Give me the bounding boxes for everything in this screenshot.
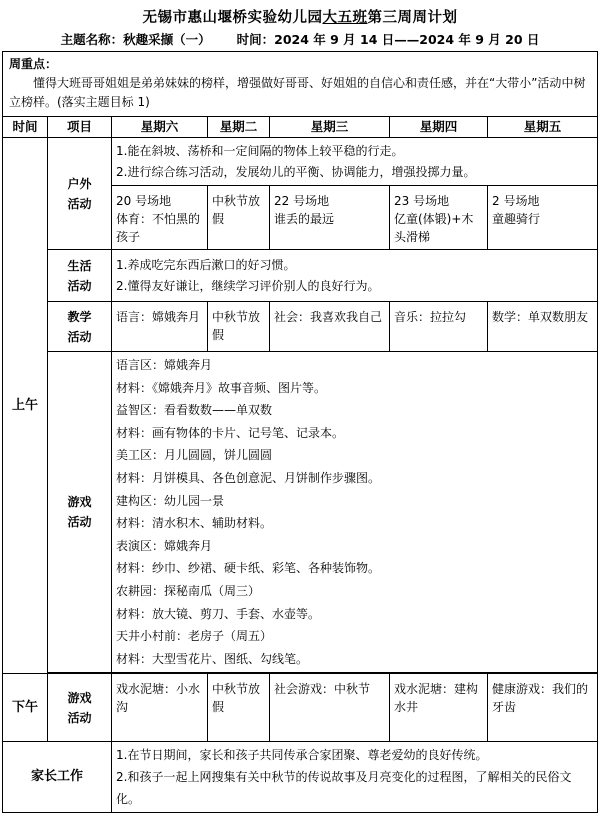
col-saturday: 星期六 — [112, 117, 208, 138]
teaching-tuesday: 中秋节放假 — [208, 302, 270, 352]
outdoor-tuesday: 中秋节放假 — [208, 186, 270, 250]
parents-row — [3, 742, 598, 813]
col-wednesday: 星期三 — [270, 117, 390, 138]
life-goals — [112, 250, 598, 302]
games-line: 天井小村前：老房子（周五） — [116, 629, 273, 644]
games-line: 益智区：看看数数——单双数 — [116, 403, 273, 418]
afternoon-games-label: 游戏 活动 — [48, 674, 112, 742]
outdoor-thursday: 23 号场地 亿童(体锻)+木头滑梯 — [390, 186, 488, 250]
title-week: 第三周周计划 — [367, 10, 458, 26]
plan-title — [0, 6, 600, 27]
time-value: 2024 年 9 月 14 日——2024 年 9 月 20 日 — [274, 32, 540, 47]
games-line: 材料：大型雪花片、图纸、勾线笔。 — [116, 651, 309, 666]
plan-subtitle — [0, 30, 600, 48]
afternoon-thursday: 戏水泥塘：建构水井 — [390, 674, 488, 742]
games-line: 材料：月饼模具、各色创意泥、月饼制作步骤图。 — [116, 470, 381, 485]
focus-row — [3, 52, 598, 117]
afternoon-saturday: 戏水泥塘：小水沟 — [112, 674, 208, 742]
focus-text: 懂得大班哥哥姐姐是弟弟妹妹的榜样，增强做好哥哥、好姐姐的自信心和责任感，并在“大带小”活动中树立榜样。(落实主题目标 1) — [9, 76, 586, 109]
parents-line: 2.和孩子一起上网搜集有关中秋节的传说故事及月亮变化的过程图，了解相关的民俗文化。 — [116, 770, 572, 807]
outdoor-friday: 2 号场地 童趣骑行 — [488, 186, 598, 250]
teaching-wednesday: 社会：我喜欢我自己 — [270, 302, 390, 352]
col-time: 时间 — [3, 117, 48, 138]
games-line: 建构区：幼儿园一景 — [116, 493, 225, 508]
title-class: 大五班 — [322, 10, 368, 26]
games-label: 游戏 活动 — [48, 352, 112, 673]
games-row — [3, 352, 598, 673]
teaching-friday: 数学：单双数朋友 — [488, 302, 598, 352]
afternoon-label: 下午 — [3, 674, 48, 742]
afternoon-row — [3, 674, 598, 742]
teaching-saturday: 语言：嫦娥奔月 — [112, 302, 208, 352]
parents-label: 家长工作 — [3, 742, 112, 813]
col-item: 项目 — [48, 117, 112, 138]
outdoor-goal: 2.进行综合练习活动，发展幼儿的平衡、协调能力，增强投掷力量。 — [116, 164, 476, 179]
plan-table — [2, 51, 598, 813]
outdoor-wednesday: 22 号场地 谁丢的最远 — [270, 186, 390, 250]
col-tuesday: 星期二 — [208, 117, 270, 138]
teaching-thursday: 音乐：拉拉勾 — [390, 302, 488, 352]
games-line: 语言区：嫦娥奔月 — [116, 358, 213, 372]
outdoor-goals — [112, 138, 598, 186]
games-line: 表演区：嫦娥奔月 — [116, 538, 213, 553]
theme-value: 秋趣采撷（一） — [123, 32, 211, 47]
life-label: 生活 活动 — [48, 250, 112, 302]
outdoor-goals-row — [3, 138, 598, 186]
afternoon-friday: 健康游戏：我们的牙齿 — [488, 674, 598, 742]
life-row — [3, 250, 598, 302]
life-goal: 2.懂得友好谦让，继续学习评价别人的良好行为。 — [116, 278, 380, 293]
parents-line: 1.在节日期间，家长和孩子共同传承合家团聚、尊老爱幼的良好传统。 — [116, 748, 488, 763]
col-friday: 星期五 — [488, 117, 598, 138]
outdoor-label: 户外 活动 — [48, 138, 112, 250]
games-line: 美工区：月儿圆圆，饼儿圆圆 — [116, 448, 273, 463]
morning-label: 上午 — [3, 138, 48, 674]
parents-list — [112, 742, 598, 813]
games-line: 农耕园：探秘南瓜（周三） — [116, 583, 261, 598]
games-list — [112, 352, 598, 673]
focus-label: 周重点： — [9, 57, 58, 71]
afternoon-wednesday: 社会游戏：中秋节 — [270, 674, 390, 742]
games-line: 材料：画有物体的卡片、记号笔、记录本。 — [116, 425, 345, 440]
teaching-label: 教学 活动 — [48, 302, 112, 352]
afternoon-tuesday: 中秋节放假 — [208, 674, 270, 742]
games-line: 材料：纱巾、纱裙、硬卡纸、彩笔、各种装饰物。 — [116, 561, 381, 576]
title-school: 无锡市惠山堰桥实验幼儿园 — [142, 10, 323, 26]
games-line: 材料：清水积木、辅助材料。 — [116, 516, 273, 531]
games-line: 材料：放大镜、剪刀、手套、水壶等。 — [116, 606, 321, 621]
games-line: 材料：《嫦娥奔月》故事音频、图片等。 — [116, 380, 327, 395]
focus-cell — [3, 52, 598, 117]
col-thursday: 星期四 — [390, 117, 488, 138]
time-label: 时间： — [236, 32, 275, 47]
column-header-row — [3, 117, 598, 138]
teaching-row — [3, 302, 598, 352]
outdoor-saturday: 20 号场地 体育：不怕黑的孩子 — [112, 186, 208, 250]
outdoor-goal: 1.能在斜坡、荡桥和一定间隔的物体上较平稳的行走。 — [116, 143, 404, 158]
life-goal: 1.养成吃完东西后漱口的好习惯。 — [116, 257, 296, 272]
theme-label: 主题名称： — [60, 32, 124, 47]
